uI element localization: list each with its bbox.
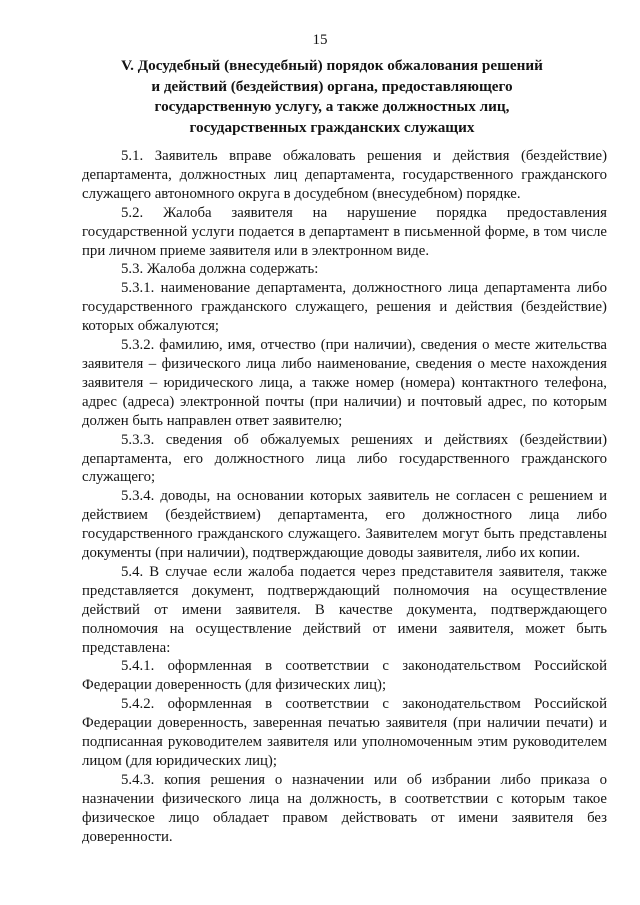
paragraph-5-3-4: 5.3.4. доводы, на основании которых заявитель не согласен с решением и действием (бездействием) департамента, его должностного лица либо государственного гражданского служащего. Заявителем могут быть представлены документы (при наличии), подтверждающие доводы заявителя, либо их копии. [82, 488, 607, 562]
paragraph-5-3-1: 5.3.1. наименование департамента, должностного лица департамента либо государственного гражданского служащего, решения и действия (бездействие) которых обжалуются; [82, 280, 607, 335]
body-text [82, 147, 607, 847]
page-number: 15 [312, 32, 328, 48]
paragraph-5-3: 5.3. Жалоба должна содержать: [121, 261, 319, 278]
paragraph-5-4-1: 5.4.1. оформленная в соответствии с законодательством Российской Федерации доверенность (для физических лиц); [82, 658, 607, 694]
heading-line: и действий (бездействия) органа, предоставляющего [151, 77, 513, 95]
section-heading [82, 56, 582, 138]
paragraph-5-4: 5.4. В случае если жалоба подается через представителя заявителя, также представляется документ, подтверждающий полномочия на осуществление действий от имени заявителя. В качестве документа, подтверждающего полномочия на осуществление действий от имени заявителя, может быть представлена: [82, 563, 607, 656]
heading-line: V. Досудебный (внесудебный) порядок обжалования решений [121, 57, 543, 74]
heading-line: государственную услугу, а также должностных лиц, [154, 98, 510, 115]
paragraph-5-2: 5.2. Жалоба заявителя на нарушение порядка предоставления государственной услуги подается в департамент в письменной форме, в том числе при личном приеме заявителя или в электронном виде. [82, 204, 607, 259]
paragraph-5-3-3: 5.3.3. сведения об обжалуемых решениях и действиях (бездействии) департамента, его должностного лица либо государственного гражданского служащего; [82, 431, 607, 486]
paragraph-5-4-2: 5.4.2. оформленная в соответствии с законодательством Российской Федерации доверенность, заверенная печатью заявителя (при наличии печати) и подписанная руководителем заявителя или уполномоченным этим руководителем лицом (для юридических лиц); [82, 696, 607, 769]
paragraph-5-3-2: 5.3.2. фамилию, имя, отчество (при наличии), сведения о месте жительства заявителя – физического лица либо наименование, сведения о месте нахождения заявителя – юридического лица, а также номер (номера) контактного телефона, адрес (адреса) электронной почты (при наличии) и почтовый адрес, по которым должен быть направлен ответ заявителю; [82, 337, 607, 429]
paragraph-5-1: 5.1. Заявитель вправе обжаловать решения и действия (бездействие) департамента, должностных лиц департамента, государственного гражданского служащего автономного округа в досудебном (внесудебном) порядке. [82, 148, 607, 202]
paragraph-5-4-3: 5.4.3. копия решения о назначении или об избрании либо приказа о назначении физического лица на должность, в соответствии с которым такое физическое лицо обладает правом действовать от имени заявителя без доверенности. [82, 771, 607, 845]
heading-line: государственных гражданских служащих [189, 118, 475, 136]
